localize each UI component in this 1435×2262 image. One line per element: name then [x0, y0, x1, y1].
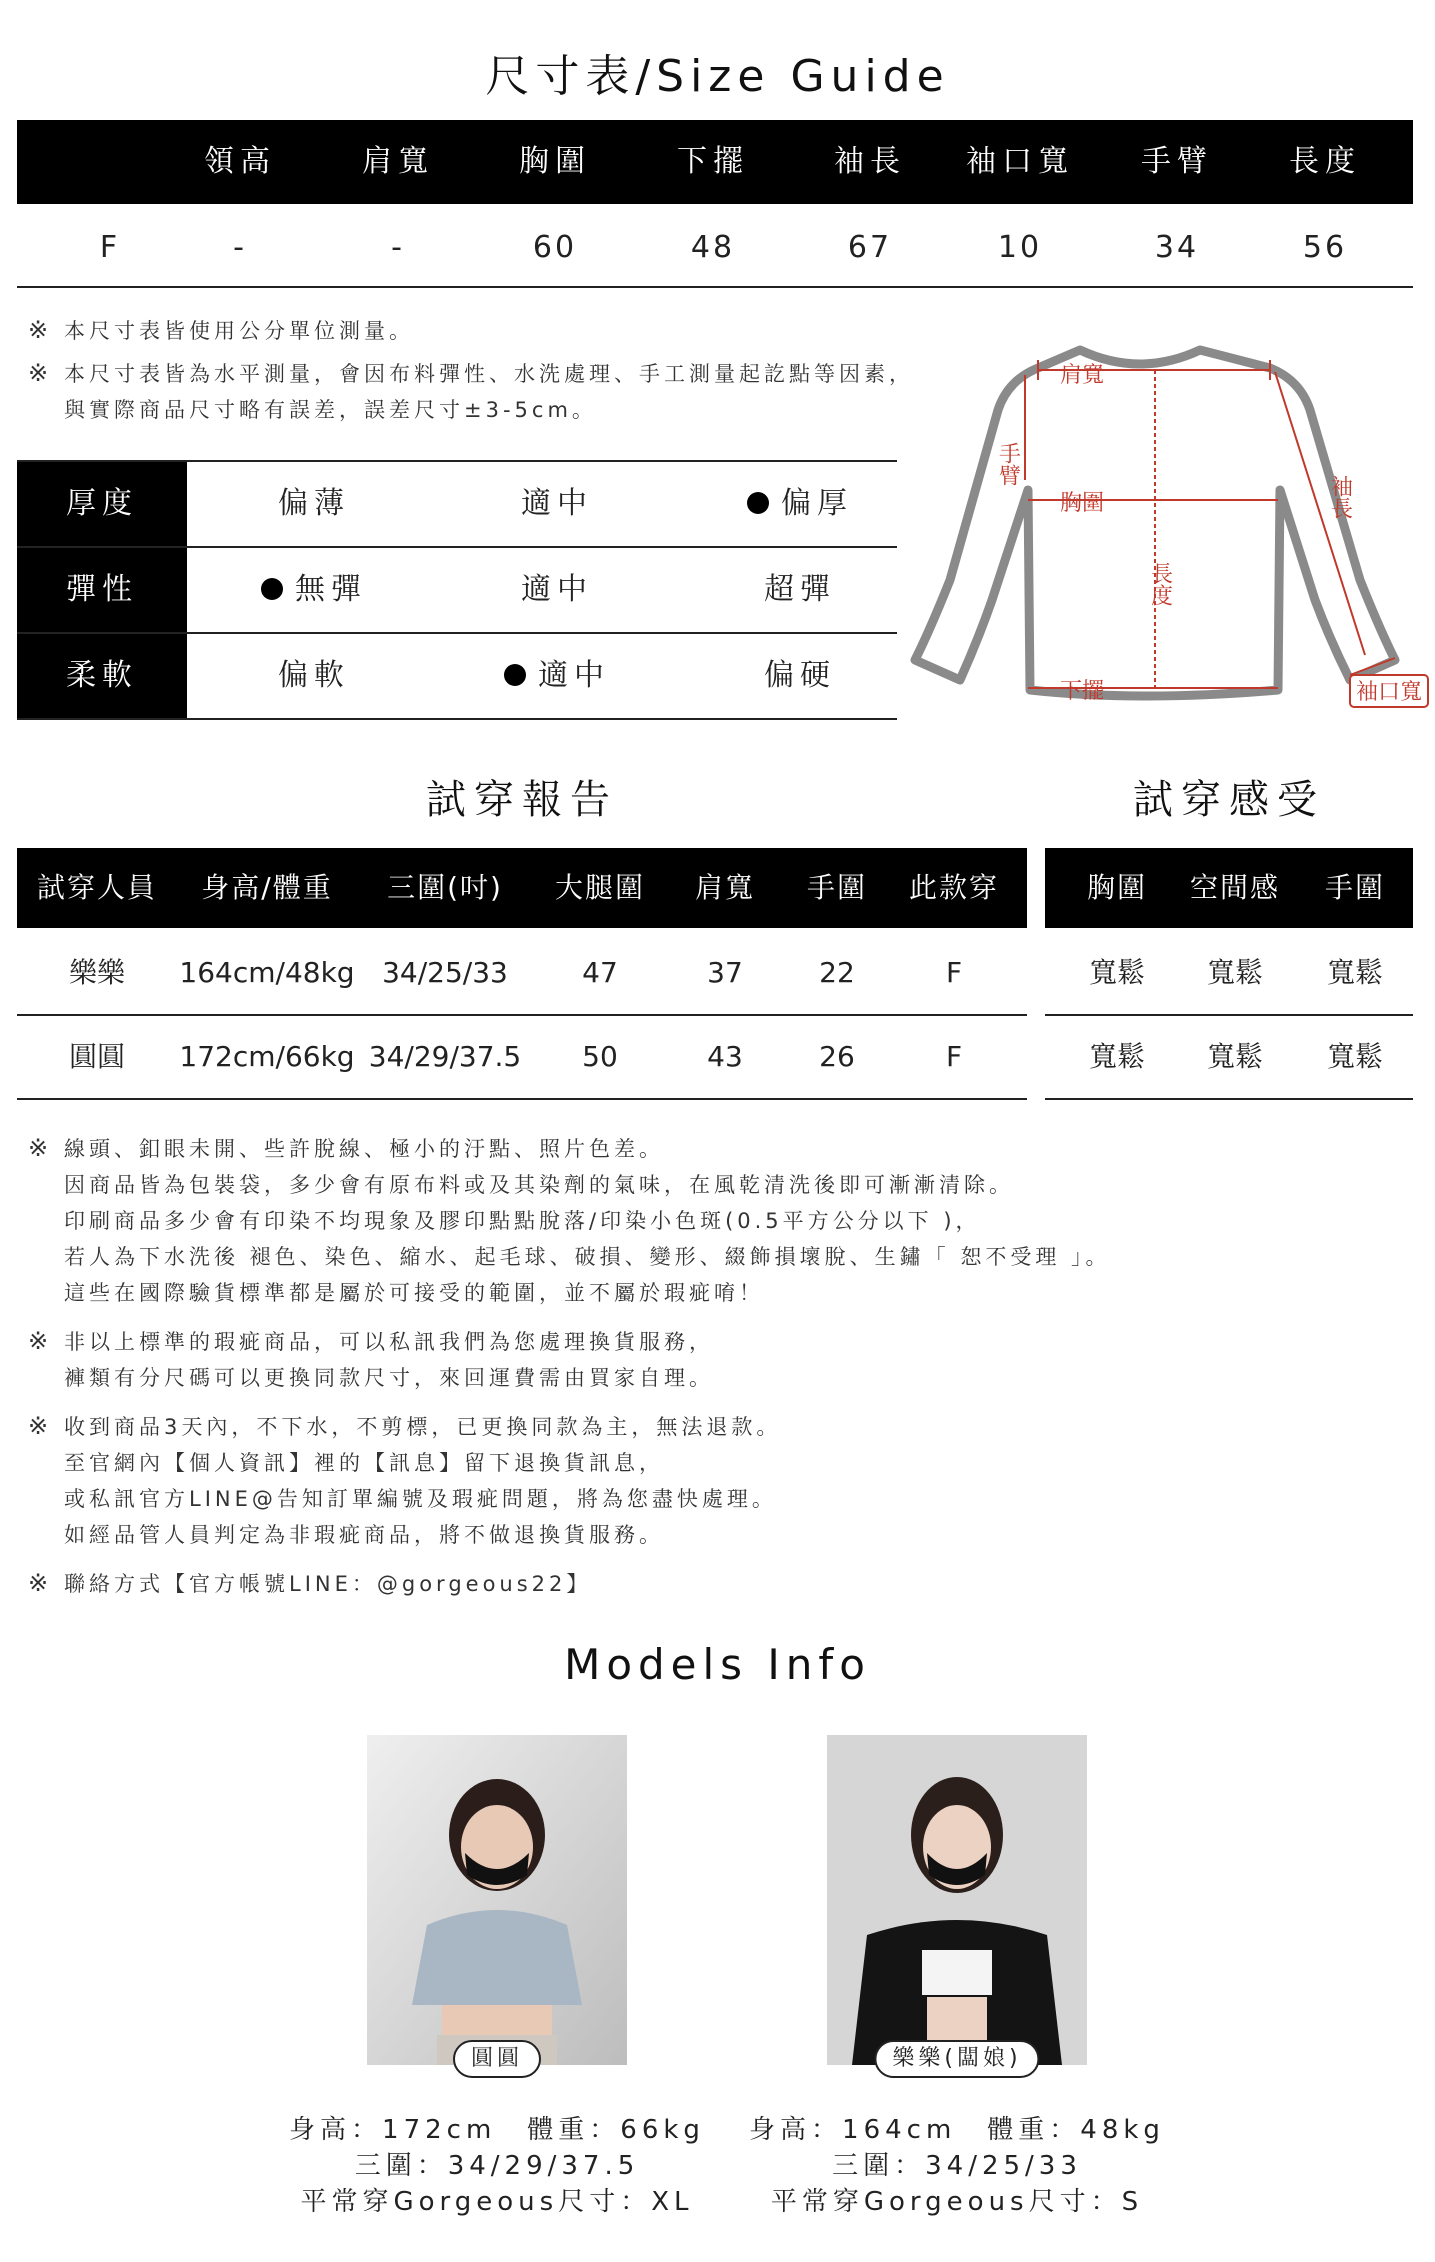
note-line: 非以上標準的瑕疵商品，可以私訊我們為您處理換貨服務， [64, 1330, 714, 1354]
fabric-option-label: 偏薄 [278, 486, 350, 521]
try-cell: 37 [707, 956, 743, 989]
arm-label: 手臂 [995, 442, 1021, 486]
note-mark: ※ [28, 1327, 53, 1355]
note-line: 收到商品3天內，不下水，不剪標，已更換同款為主，無法退款。 [64, 1415, 782, 1439]
note-mark: ※ [28, 316, 53, 344]
try-header-cell: 手圍 [806, 871, 868, 904]
try-cell: F [945, 1040, 963, 1073]
try-cell: F [945, 956, 963, 989]
fabric-label: 彈性 [17, 548, 187, 632]
selected-dot-icon [747, 492, 769, 514]
garment-diagram [910, 330, 1430, 730]
chest-label: 胸圍 [1060, 491, 1105, 516]
feel-header-cell: 胸圍 [1086, 871, 1148, 904]
size-cell: - [391, 230, 405, 265]
model-photo-yuanyuan [367, 1735, 627, 2075]
feel-header-cell: 空間感 [1189, 871, 1281, 904]
fabric-option-label: 適中 [521, 572, 593, 607]
feel-cell: 寬鬆 [1206, 1040, 1264, 1073]
note-mark: ※ [28, 1412, 53, 1440]
size-header-cell: 胸圍 [519, 144, 591, 179]
size-table-row [17, 210, 1413, 288]
try-feel-title: 試穿感受 [1133, 777, 1325, 823]
try-cell: 34/25/33 [382, 956, 508, 989]
try-cell: 172cm/66kg [179, 1040, 355, 1073]
feel-row [1045, 1016, 1413, 1100]
fabric-option [278, 462, 350, 546]
model-photo-lele [827, 1735, 1087, 2075]
size-cell: 48 [690, 230, 736, 265]
model-photo-icon [827, 1735, 1087, 2065]
size-table-header [17, 120, 1413, 204]
model-photo-icon [367, 1735, 627, 2065]
try-row [17, 932, 1027, 1016]
note-line: 因商品皆為包裝袋，多少會有原布料或及其染劑的氣味，在風乾清洗後即可漸漸清除。 [64, 1173, 1014, 1197]
fabric-option-selected [261, 548, 367, 632]
size-header-cell: 下擺 [677, 144, 749, 179]
size-header-cell: 領高 [204, 144, 276, 179]
note-line: 聯絡方式【官方帳號LINE：@gorgeous22】 [64, 1572, 592, 1596]
note-line: 線頭、釦眼未開、些許脫線、極小的汙點、照片色差。 [64, 1137, 664, 1161]
try-cell: 26 [819, 1040, 855, 1073]
fabric-option-label: 適中 [521, 486, 593, 521]
cuff-label: 袖口寬 [1356, 680, 1423, 705]
model-info-line: 三圍：34/29/37.5 [354, 2151, 640, 2181]
note-mark: ※ [28, 1569, 53, 1597]
feel-cell: 寬鬆 [1326, 1040, 1384, 1073]
fabric-option-selected [504, 634, 610, 718]
selected-dot-icon [261, 578, 283, 600]
size-header-cell: 袖長 [834, 144, 906, 179]
size-header-cell: 肩寬 [362, 144, 434, 179]
note-line: 褲類有分尺碼可以更換同款尺寸，來回運費需由買家自理。 [64, 1366, 714, 1390]
try-header-cell: 身高/體重 [201, 871, 333, 904]
size-header-cell: 長度 [1289, 144, 1361, 179]
try-cell: 樂樂 [68, 956, 126, 989]
fabric-label: 柔軟 [17, 634, 187, 718]
try-cell: 34/29/37.5 [368, 1040, 522, 1073]
fabric-option-label: 偏軟 [278, 658, 350, 693]
size-cell: 10 [997, 230, 1043, 265]
fabric-option-label: 偏厚 [781, 486, 853, 521]
fabric-option-label: 超彈 [764, 572, 836, 607]
note-line: 印刷商品多少會有印染不均現象及膠印點點脫落/印染小色斑(0.5平方公分以下 )， [64, 1209, 981, 1233]
note-mark: ※ [28, 359, 53, 387]
fabric-option [764, 634, 836, 718]
fabric-label: 厚度 [17, 462, 187, 546]
note-mark: ※ [28, 1134, 53, 1162]
try-cell: 164cm/48kg [179, 956, 355, 989]
try-cell: 22 [819, 956, 855, 989]
fabric-row-softness [17, 634, 897, 720]
page-title: 尺寸表/Size Guide [485, 51, 950, 102]
note-line: 若人為下水洗後 褪色、染色、縮水、起毛球、破損、變形、綴飾損壞脫、生鏽「 恕不受理 」。 [64, 1245, 1111, 1269]
size-header-cell: 手臂 [1141, 144, 1213, 179]
try-cell: 47 [582, 956, 618, 989]
sleeve-label: 袖長 [1327, 475, 1353, 519]
try-report-title: 試穿報告 [426, 777, 618, 823]
fabric-option [521, 462, 593, 546]
try-cell: 43 [707, 1040, 743, 1073]
try-header-cell: 試穿人員 [36, 871, 158, 904]
feel-header-cell: 手圍 [1324, 871, 1386, 904]
note-line: 與實際商品尺寸略有誤差，誤差尺寸±3-5cm。 [64, 398, 597, 422]
note-line: 本尺寸表皆使用公分單位測量。 [64, 319, 414, 343]
size-cell: 56 [1302, 230, 1348, 265]
fabric-option-label: 適中 [538, 658, 610, 693]
try-header-cell: 肩寬 [694, 871, 756, 904]
feel-cell: 寬鬆 [1326, 956, 1384, 989]
feel-table-header [1045, 848, 1413, 928]
size-cell: 67 [847, 230, 893, 265]
fabric-option [278, 634, 350, 718]
fabric-row-thickness [17, 462, 897, 548]
try-header-cell: 三圍(吋) [387, 871, 503, 904]
fabric-option-label: 無彈 [295, 572, 367, 607]
feel-row [1045, 932, 1413, 1016]
model-info-line: 平常穿Gorgeous尺寸：S [770, 2187, 1144, 2217]
note-line: 這些在國際驗貨標準都是屬於可接受的範圍，並不屬於瑕疵唷！ [64, 1281, 764, 1305]
model-info-yuanyuan [250, 2112, 744, 2220]
policy-notes [28, 1130, 1418, 1602]
note-line: 本尺寸表皆為水平測量，會因布料彈性、水洗處理、手工測量起訖點等因素， [64, 362, 914, 386]
try-header-cell: 此款穿 [908, 871, 1000, 904]
note-line: 至官網內【個人資訊】裡的【訊息】留下退換貨訊息， [64, 1451, 664, 1475]
hem-label: 下擺 [1060, 679, 1105, 704]
fabric-option-label: 偏硬 [764, 658, 836, 693]
feel-cell: 寬鬆 [1088, 1040, 1146, 1073]
feel-cell: 寬鬆 [1088, 956, 1146, 989]
model-info-lele [710, 2112, 1204, 2220]
fabric-option [764, 548, 836, 632]
selected-dot-icon [504, 664, 526, 686]
model-info-line: 平常穿Gorgeous尺寸：XL [300, 2187, 694, 2217]
size-cell: 60 [532, 230, 578, 265]
fabric-option [521, 548, 593, 632]
model-info-line: 身高：172cm 體重：66kg [289, 2115, 705, 2145]
try-table-header [17, 848, 1027, 928]
try-row [17, 1016, 1027, 1100]
note-line: 或私訊官方LINE@告知訂單編號及瑕疵問題，將為您盡快處理。 [64, 1487, 777, 1511]
fabric-row-elasticity [17, 548, 897, 634]
model-tag: 樂樂(闆娘) [874, 2040, 1039, 2078]
size-cell: - [233, 230, 247, 265]
note-line: 如經品管人員判定為非瑕疵商品，將不做退換貨服務。 [64, 1523, 664, 1547]
size-header-cell: 袖口寬 [966, 144, 1074, 179]
size-cell: F [99, 230, 121, 265]
size-notes [28, 312, 1008, 428]
size-cell: 34 [1154, 230, 1200, 265]
models-title: Models Info [564, 1640, 871, 1689]
model-info-line: 三圍：34/25/33 [832, 2151, 1082, 2181]
model-info-line: 身高：164cm 體重：48kg [749, 2115, 1165, 2145]
length-label: 長度 [1147, 562, 1173, 606]
try-cell: 50 [582, 1040, 618, 1073]
shoulder-label: 肩寬 [1060, 363, 1105, 388]
try-cell: 圓圓 [68, 1040, 126, 1073]
model-tag: 圓圓 [453, 2040, 541, 2078]
feel-cell: 寬鬆 [1206, 956, 1264, 989]
try-header-cell: 大腿圍 [554, 871, 646, 904]
fabric-option-selected [747, 462, 853, 546]
